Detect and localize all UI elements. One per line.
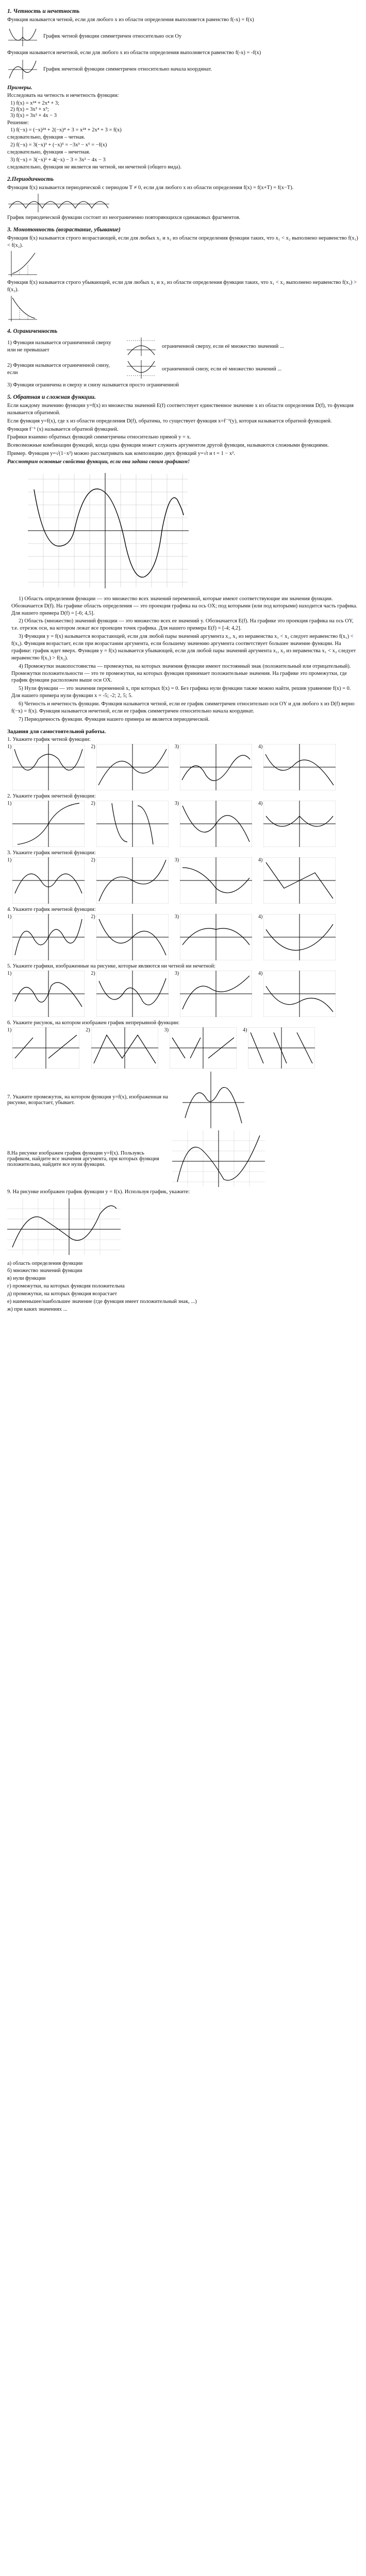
task-4-option-1 <box>7 914 85 960</box>
property-domain: 1) Область определения функции — это множество всех значений переменной, которые имеют соответствующие им значения функции. Обозначается D(f). На графике область определения — это проекция графика на ось OX; под которыми (или под которыми) находится часть графика. Для нашего примера D(f) = [-6; 4,5]. <box>11 596 358 616</box>
inverse-p1: Если каждому значению функции y=f(x) из множества значений E(f) соответствует единственное значение x из области определения D(f), то функция называется обратимой. <box>7 403 354 416</box>
task-1-graph-3 <box>180 744 252 790</box>
task-9-item: ж) при каких значениях ... <box>7 1306 68 1312</box>
task-8-question: 8.На рисунке изображен график функции y=f(x). Пользуясь графиком, найдите все значения аргумента, при которых функция положительна, найдите все нули функции. <box>7 1150 159 1167</box>
bounded-below-right: ограниченной снизу, если её множество значений ... <box>162 366 282 372</box>
tasks-title: Задания для самостоятельной работы. <box>7 728 106 735</box>
increasing-definition: Функция f(x) называется строго возрастающей, если для любых x₁ и x₂ из области определения функции таких, что x₁ < x₂ выполнено неравенство f(x₁) < f(x₂). <box>7 235 358 248</box>
option-number: 2) <box>91 913 95 920</box>
example-2: 2) f(x) = 3x³ + x⁵; <box>10 106 49 112</box>
solution-1-result: следовательно, функция – четная. <box>7 134 85 141</box>
property-sign: 4) Промежутки знакопостоянства — промежутки, на которых значения функции имеют постоянный знак (положительный или отрицательный). Промежутки положительности — это те промежутки, на которых функция принимает положительные значения. На графике это промежутки, где график функции расположен выше оси OX. <box>11 663 351 684</box>
task-9-item: в) нули функции <box>7 1276 46 1282</box>
task-6-option-1 <box>7 1027 79 1069</box>
task-6-option-3 <box>164 1027 237 1069</box>
inverse-p4: Графики взаимно обратных функций симметричны относительно прямой y = x. <box>7 434 191 440</box>
solution-1: 1) f(−x) = (−x)²⁴ + 2(−x)⁴ + 3 = x²⁴ + 2x⁴ + 3 = f(x) <box>10 127 122 133</box>
inverse-p5: Всевозможные комбинации функций, когда одна функция может служить аргументом другой функции, называются сложными функциями. <box>7 443 329 449</box>
periodicity-caption: График периодической функции состоит из неограниченно повторяющихся одинаковых фрагментов. <box>7 214 241 221</box>
examples-intro: Исследовать на четность и нечетность функции: <box>7 92 119 98</box>
task-9-item: б) множество значений функции <box>7 1268 82 1274</box>
task-9-question: 9. На рисунке изображен график функции y = f(x). Используя график, укажите: <box>7 1189 190 1195</box>
property-monotonic: 3) Функция y = f(x) называется возрастающей, если для любой пары значений аргумента x₁, x₂ из неравенства x₁ < x₂ следует неравенство f(x₁) < f(x₂). Функция возрастает, если при возрастании аргумента, если большему значению аргумента соответствует большее значение функции. На графике: график идет вверх. Функция y = f(x) называется убывающей, если для любой пары значений аргумента x₁, x₂ из неравенства x₁ < x₂ следует неравенство f(x₁) > f(x₂). <box>11 634 356 661</box>
even-graph-row <box>7 26 359 47</box>
task-1-option-1 <box>7 744 85 790</box>
example-3: 3) f(x) = 3x² + 4x − 3 <box>10 112 57 118</box>
task-1-option-2 <box>91 744 168 790</box>
task-6-option-4 <box>243 1027 315 1069</box>
option-number: 1) <box>7 800 12 806</box>
option-number: 1) <box>7 970 12 976</box>
task-1-options <box>7 744 359 790</box>
option-number: 3) <box>174 800 179 806</box>
bounded-above-row <box>7 336 359 357</box>
task-7-question: 7. Укажите промежуток, на котором функция y=f(x), изображенная на рисунке, возрастает, убывает. <box>7 1094 168 1106</box>
odd-caption: График нечетной функции симметричен относительно начала координат. <box>43 66 212 73</box>
bounded-below-row <box>7 359 359 380</box>
task-1-graph-4 <box>263 744 336 790</box>
property-periodicity: 7) Периодичность функции. Функция нашего примера не является периодической. <box>19 716 210 722</box>
task-9-item: е) наименьшее/наибольшее значение (где функция имеет положительный знак, ...) <box>7 1298 197 1304</box>
task-1-option-3 <box>175 744 252 790</box>
bounded-both: 3) Функция ограничена и сверху и снизу называется просто ограниченной <box>7 382 179 388</box>
option-number: 2) <box>91 970 95 976</box>
task-4-option-2 <box>91 914 168 960</box>
solution-3-result: следовательно, функция не является ни четной, ни нечетной (общего вида). <box>7 164 182 171</box>
task-6-graph-1 <box>12 1027 79 1069</box>
task-4-option-4 <box>258 914 336 960</box>
option-number: 1) <box>7 743 12 750</box>
task-6-question: 6. Укажите рисунок, на котором изображен график непрерывной функции: <box>7 1020 180 1026</box>
task-5-graph-4 <box>263 971 336 1017</box>
task-5-graph-1 <box>12 971 85 1017</box>
task-4-graph-4 <box>263 914 336 960</box>
task-3-option-3 <box>175 857 252 904</box>
option-number: 4) <box>258 743 263 750</box>
task-5-graph-2 <box>96 971 169 1017</box>
task-2-option-1 <box>7 801 85 847</box>
option-number: 4) <box>258 913 263 920</box>
task-4-option-3 <box>175 914 252 960</box>
bounded-below-left: 2) Функция называется ограниченной снизу, если <box>7 363 110 376</box>
task-4-options <box>7 914 359 960</box>
task-9-item: а) область определения функции <box>7 1260 83 1266</box>
section-title-periodicity: 2.Периодичность <box>7 176 54 183</box>
section-title-monotonicity: 3. Монотонность (возрастание, убывание) <box>7 226 121 233</box>
even-definition: Функция называется четной, если для любого x из области определения выполняется равенство f(-x) = f(x) <box>7 17 254 23</box>
option-number: 4) <box>258 857 263 863</box>
task-9-graph <box>7 1198 121 1255</box>
task-5-option-1 <box>7 971 85 1017</box>
decreasing-definition: Функция f(x) называется строго убывающей, если для любых x₁ и x₂ из области определения функции таких, что x₁ < x₂ выполнено неравенство f(x₁) > f(x₂). <box>7 280 357 293</box>
inverse-p7: Рассмотрим основные свойства функции, если она задана своим графиком! <box>7 459 190 465</box>
solution-3: 3) f(−x) = 3(−x)² + 4(−x) − 3 = 3x² − 4x − 3 <box>10 157 106 163</box>
task-6-graph-4 <box>248 1027 315 1069</box>
task-5-options <box>7 971 359 1017</box>
task-2-option-2 <box>91 801 168 847</box>
solution-2: 2) f(−x) = 3(−x)³ + (−x)⁵ = −3x³ − x⁵ = −f(x) <box>10 142 107 148</box>
option-number: 3) <box>174 743 179 750</box>
odd-function-graph <box>7 59 38 80</box>
option-number: 4) <box>243 1027 247 1033</box>
task-4-graph-2 <box>96 914 169 960</box>
solution-2-result: следовательно, функция – нечетная. <box>7 149 90 156</box>
bounded-below-graph <box>126 359 157 380</box>
bounded-above-graph <box>126 336 157 357</box>
task-5-question: 5. Укажите графики, изображенные на рисунке, которые являются ни четной ни нечетной: <box>7 963 215 969</box>
property-range: 2) Область (множество) значений функции — это множество всех ее значений y. Обозначается E(f). На графике это проекция графика на ось OY, т.е. отрезок оси, на котором лежат все проекции точек графика. Для нашего примера E(f) = [-4; 4,2]. <box>11 618 354 632</box>
task-9-item: д) промежутки, на которых функция возрастает <box>7 1291 117 1297</box>
task-2-option-3 <box>175 801 252 847</box>
option-number: 2) <box>86 1027 90 1033</box>
task-1-graph-1 <box>12 744 85 790</box>
task-1-option-4 <box>258 744 336 790</box>
solution-title: Решение: <box>7 120 29 126</box>
example-1: 1) f(x) = x²⁴ + 2x⁴ + 3; <box>10 100 60 106</box>
option-number: 1) <box>7 857 12 863</box>
increasing-function-graph <box>7 250 38 278</box>
task-6-graph-2 <box>91 1027 158 1069</box>
option-number: 3) <box>174 857 179 863</box>
property-parity: 6) Четность и нечетность функции. Функция называется четной, если ее график симметричен относительно оси OY и для любого x из D(f) верно f(−x) = f(x). Функция называется нечетной, если ее график симметричен относительно начала координат. <box>11 701 355 714</box>
task-5-option-3 <box>175 971 252 1017</box>
task-2-graph-3 <box>180 801 252 847</box>
section-title-boundedness: 4. Ограниченность <box>7 328 58 335</box>
task-2-graph-4 <box>263 801 336 847</box>
task-3-option-4 <box>258 857 336 904</box>
task-2-graph-1 <box>12 801 85 847</box>
periodic-function-graph <box>7 193 110 213</box>
task-1-question: 1. Укажите график четной функции: <box>7 736 91 742</box>
inverse-p2: Если функция y=f(x), где x из области определения D(f), обратима, то существует функция x=f⁻¹(y), которая называется обратной функцией. <box>7 418 332 424</box>
task-4-graph-1 <box>12 914 85 960</box>
task-4-graph-3 <box>180 914 252 960</box>
option-number: 2) <box>91 743 95 750</box>
odd-graph-row <box>7 59 359 80</box>
inverse-p3: Функция f⁻¹ (x) называется обратной функцией. <box>7 426 119 432</box>
task-5-option-4 <box>258 971 336 1017</box>
task-7-graph <box>182 1072 244 1128</box>
inverse-p6: Пример. Функция y=√(1−x²) можно рассматривать как композицию двух функций y=√t и t = 1 − x². <box>7 451 235 457</box>
option-number: 2) <box>91 857 95 863</box>
bounded-above-right: ограниченной сверху, если её множество значений ... <box>162 344 284 350</box>
section-title-parity: 1. Четность и нечетность <box>7 8 80 14</box>
task-8-row <box>7 1130 359 1187</box>
option-number: 4) <box>258 800 263 806</box>
example-function-graph <box>23 469 193 592</box>
task-3-graph-3 <box>180 857 252 904</box>
option-number: 1) <box>7 1027 12 1033</box>
section-title-inverse: 5. Обратная и сложная функции. <box>7 394 96 401</box>
task-6-option-2 <box>86 1027 158 1069</box>
option-number: 2) <box>91 800 95 806</box>
task-3-option-2 <box>91 857 168 904</box>
task-1-graph-2 <box>96 744 169 790</box>
task-3-graph-2 <box>96 857 169 904</box>
property-zeros: 5) Нули функции — это значения переменной x, при которых f(x) = 0. Без графика нули функции также можно найти, решив уравнение f(x) = 0. Для нашего примера нули функции x = -5; -2; 2, 5; 5. <box>11 686 351 699</box>
option-number: 4) <box>258 970 263 976</box>
decreasing-function-graph <box>7 295 38 323</box>
task-8-graph <box>172 1130 265 1187</box>
task-6-options <box>7 1027 359 1069</box>
option-number: 1) <box>7 913 12 920</box>
task-2-options <box>7 801 359 847</box>
examples-title: Примеры. <box>7 84 32 91</box>
task-9-item: г) промежутки, на которых функция положительна <box>7 1283 125 1290</box>
task-2-question: 2. Укажите график нечетной функции: <box>7 793 96 799</box>
even-caption: График четной функции симметричен относительно оси Oy <box>43 33 182 40</box>
option-number: 3) <box>174 913 179 920</box>
task-3-graph-4 <box>263 857 336 904</box>
task-7-row <box>7 1072 359 1128</box>
task-3-graph-1 <box>12 857 85 904</box>
task-5-option-2 <box>91 971 168 1017</box>
task-3-options <box>7 857 359 904</box>
odd-definition: Функция называется нечетной, если для любого x из области определения выполняется равенство f(-x) = -f(x) <box>7 49 261 56</box>
bounded-above-left: 1) Функция называется ограниченной сверху или не превышает <box>7 340 111 353</box>
periodicity-text: Функция f(x) называется периодической с периодом T ≠ 0, если для любого x из области определения f(x) = f(x+T) = f(x−T). <box>7 185 294 191</box>
task-5-graph-3 <box>180 971 252 1017</box>
task-3-option-1 <box>7 857 85 904</box>
option-number: 3) <box>174 970 179 976</box>
task-3-question: 3. Укажите график нечетной функции: <box>7 850 96 856</box>
properties-block <box>11 596 359 723</box>
task-2-option-4 <box>258 801 336 847</box>
task-9-items <box>7 1260 359 1313</box>
option-number: 3) <box>164 1027 169 1033</box>
even-function-graph <box>7 26 38 47</box>
task-2-graph-2 <box>96 801 169 847</box>
task-6-graph-3 <box>170 1027 237 1069</box>
task-4-question: 4. Укажите график нечетной функции: <box>7 906 96 912</box>
